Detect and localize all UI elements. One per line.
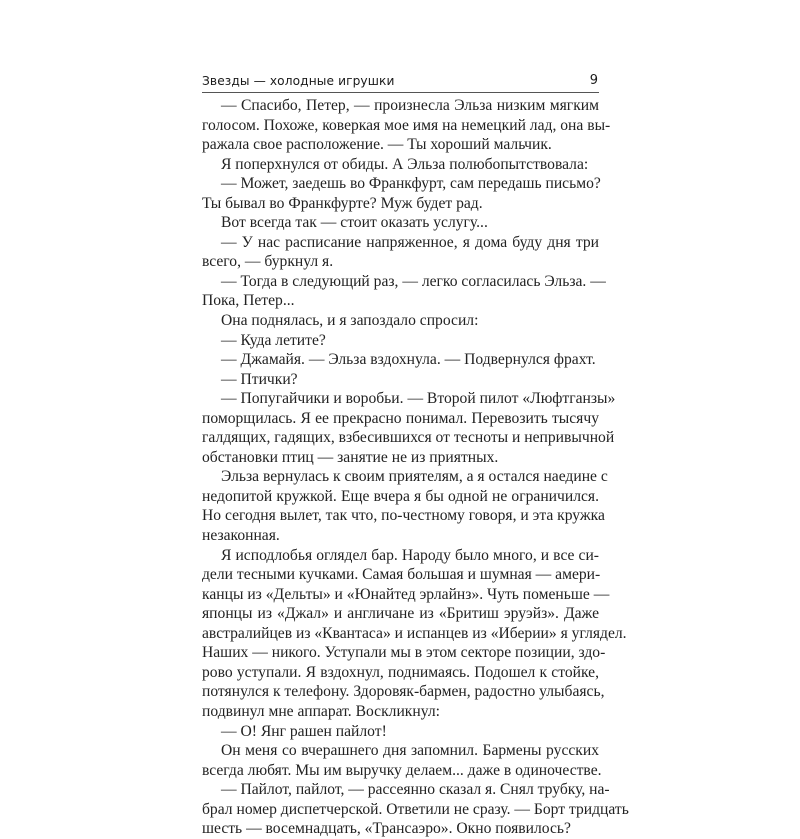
text-line: недопитой кружкой. Еще вчера я бы одной не ограничился.	[202, 487, 599, 505]
text-line: — Попугайчики и воробьи. — Второй пилот «Люфтганзы»	[221, 390, 616, 408]
text-line: подвинул мне аппарат. Воскликнул:	[202, 702, 440, 720]
text-line: Он меня со вчерашнего дня запомнил. Бармены русских	[221, 742, 599, 760]
text-line: — Спасибо, Петер, — произнесла Эльза низким мягким	[221, 97, 599, 114]
text-line: австралийцев из «Квантаса» и испанцев из «Иберии» я углядел.	[202, 624, 627, 642]
text-line: — У нас расписание напряженное, я дома буду дня три	[221, 233, 599, 251]
text-line: голосом. Похоже, коверкая мое имя на немецкий лад, она вы-	[202, 116, 611, 134]
text-line: — Джамайя. — Эльза вздохнула. — Подвернулся фрахт.	[221, 351, 596, 369]
text-line: Я исподлобья оглядел бар. Народу было много, и все си-	[221, 546, 599, 564]
text-line: Ты бывал во Франкфурте? Муж будет рад.	[202, 194, 483, 212]
running-header	[202, 72, 599, 93]
text-line: обстановки птиц — занятие не из приятных.	[202, 448, 499, 466]
text-line: Пока, Петер...	[202, 292, 295, 310]
running-title: Звезды — холодные игрушки	[202, 74, 395, 88]
text-line: Она поднялась, и я запоздало спросил:	[221, 312, 479, 330]
text-line: Наших — никого. Уступали мы в этом секторе позиции, здо-	[202, 644, 606, 662]
text-line: — Может, заедешь во Франкфурт, сам передашь письмо?	[221, 175, 601, 193]
text-line: галдящих, гадящих, взбесившихся от тесноты и непривычной	[202, 429, 615, 447]
text-line: всего, — буркнул я.	[202, 253, 334, 271]
text-line: поморщилась. Я ее прекрасно понимал. Перевозить тысячу	[202, 409, 599, 427]
text-line: потянулся к телефону. Здоровяк-бармен, радостно улыбаясь,	[202, 683, 605, 701]
text-line: Эльза вернулась к своим приятелям, а я остался наедине с	[221, 468, 608, 486]
text-line: Я поперхнулся от обиды. А Эльза полюбопытствовала:	[221, 155, 589, 173]
text-line: Вот всегда так — стоит оказать услугу...	[221, 214, 488, 232]
text-line: шесть — восемнадцать, «Трансаэро». Окно появилось?	[202, 820, 571, 838]
text-line: — Тогда в следующий раз, — легко согласилась Эльза. —	[221, 272, 606, 290]
text-line: японцы из «Джал» и англичане из «Бритиш эруэйз». Даже	[202, 605, 599, 623]
text-line: дели тесными кучками. Самая большая и шумная — амери-	[202, 566, 601, 584]
text-line: — Пайлот, пайлот, — рассеянно сказал я. Снял трубку, на-	[221, 781, 610, 799]
text-line: — Птички?	[221, 370, 298, 388]
text-line: ражала свое расположение. — Ты хороший мальчик.	[202, 136, 552, 154]
page-number: 9	[589, 73, 598, 88]
text-line: — О! Янг рашен пайлот!	[221, 722, 387, 740]
text-line: брал номер диспетчерской. Ответили не сразу. — Борт тридцать	[202, 800, 629, 818]
text-line: Но сегодня вылет, так что, по-честному говоря, и эта кружка	[202, 507, 605, 525]
text-line: рово уступали. Я вздохнул, поднимаясь. Подошел к стойке,	[202, 663, 599, 681]
text-line: — Куда летите?	[221, 331, 326, 349]
text-line: всегда любят. Мы им выручку делаем... даже в одиночестве.	[202, 761, 602, 779]
text-line: канцы из «Дельты» и «Юнайтед эрлайнз». Чуть поменьше —	[202, 585, 610, 603]
text-line: незаконная.	[202, 527, 280, 545]
body-text	[202, 96, 629, 839]
